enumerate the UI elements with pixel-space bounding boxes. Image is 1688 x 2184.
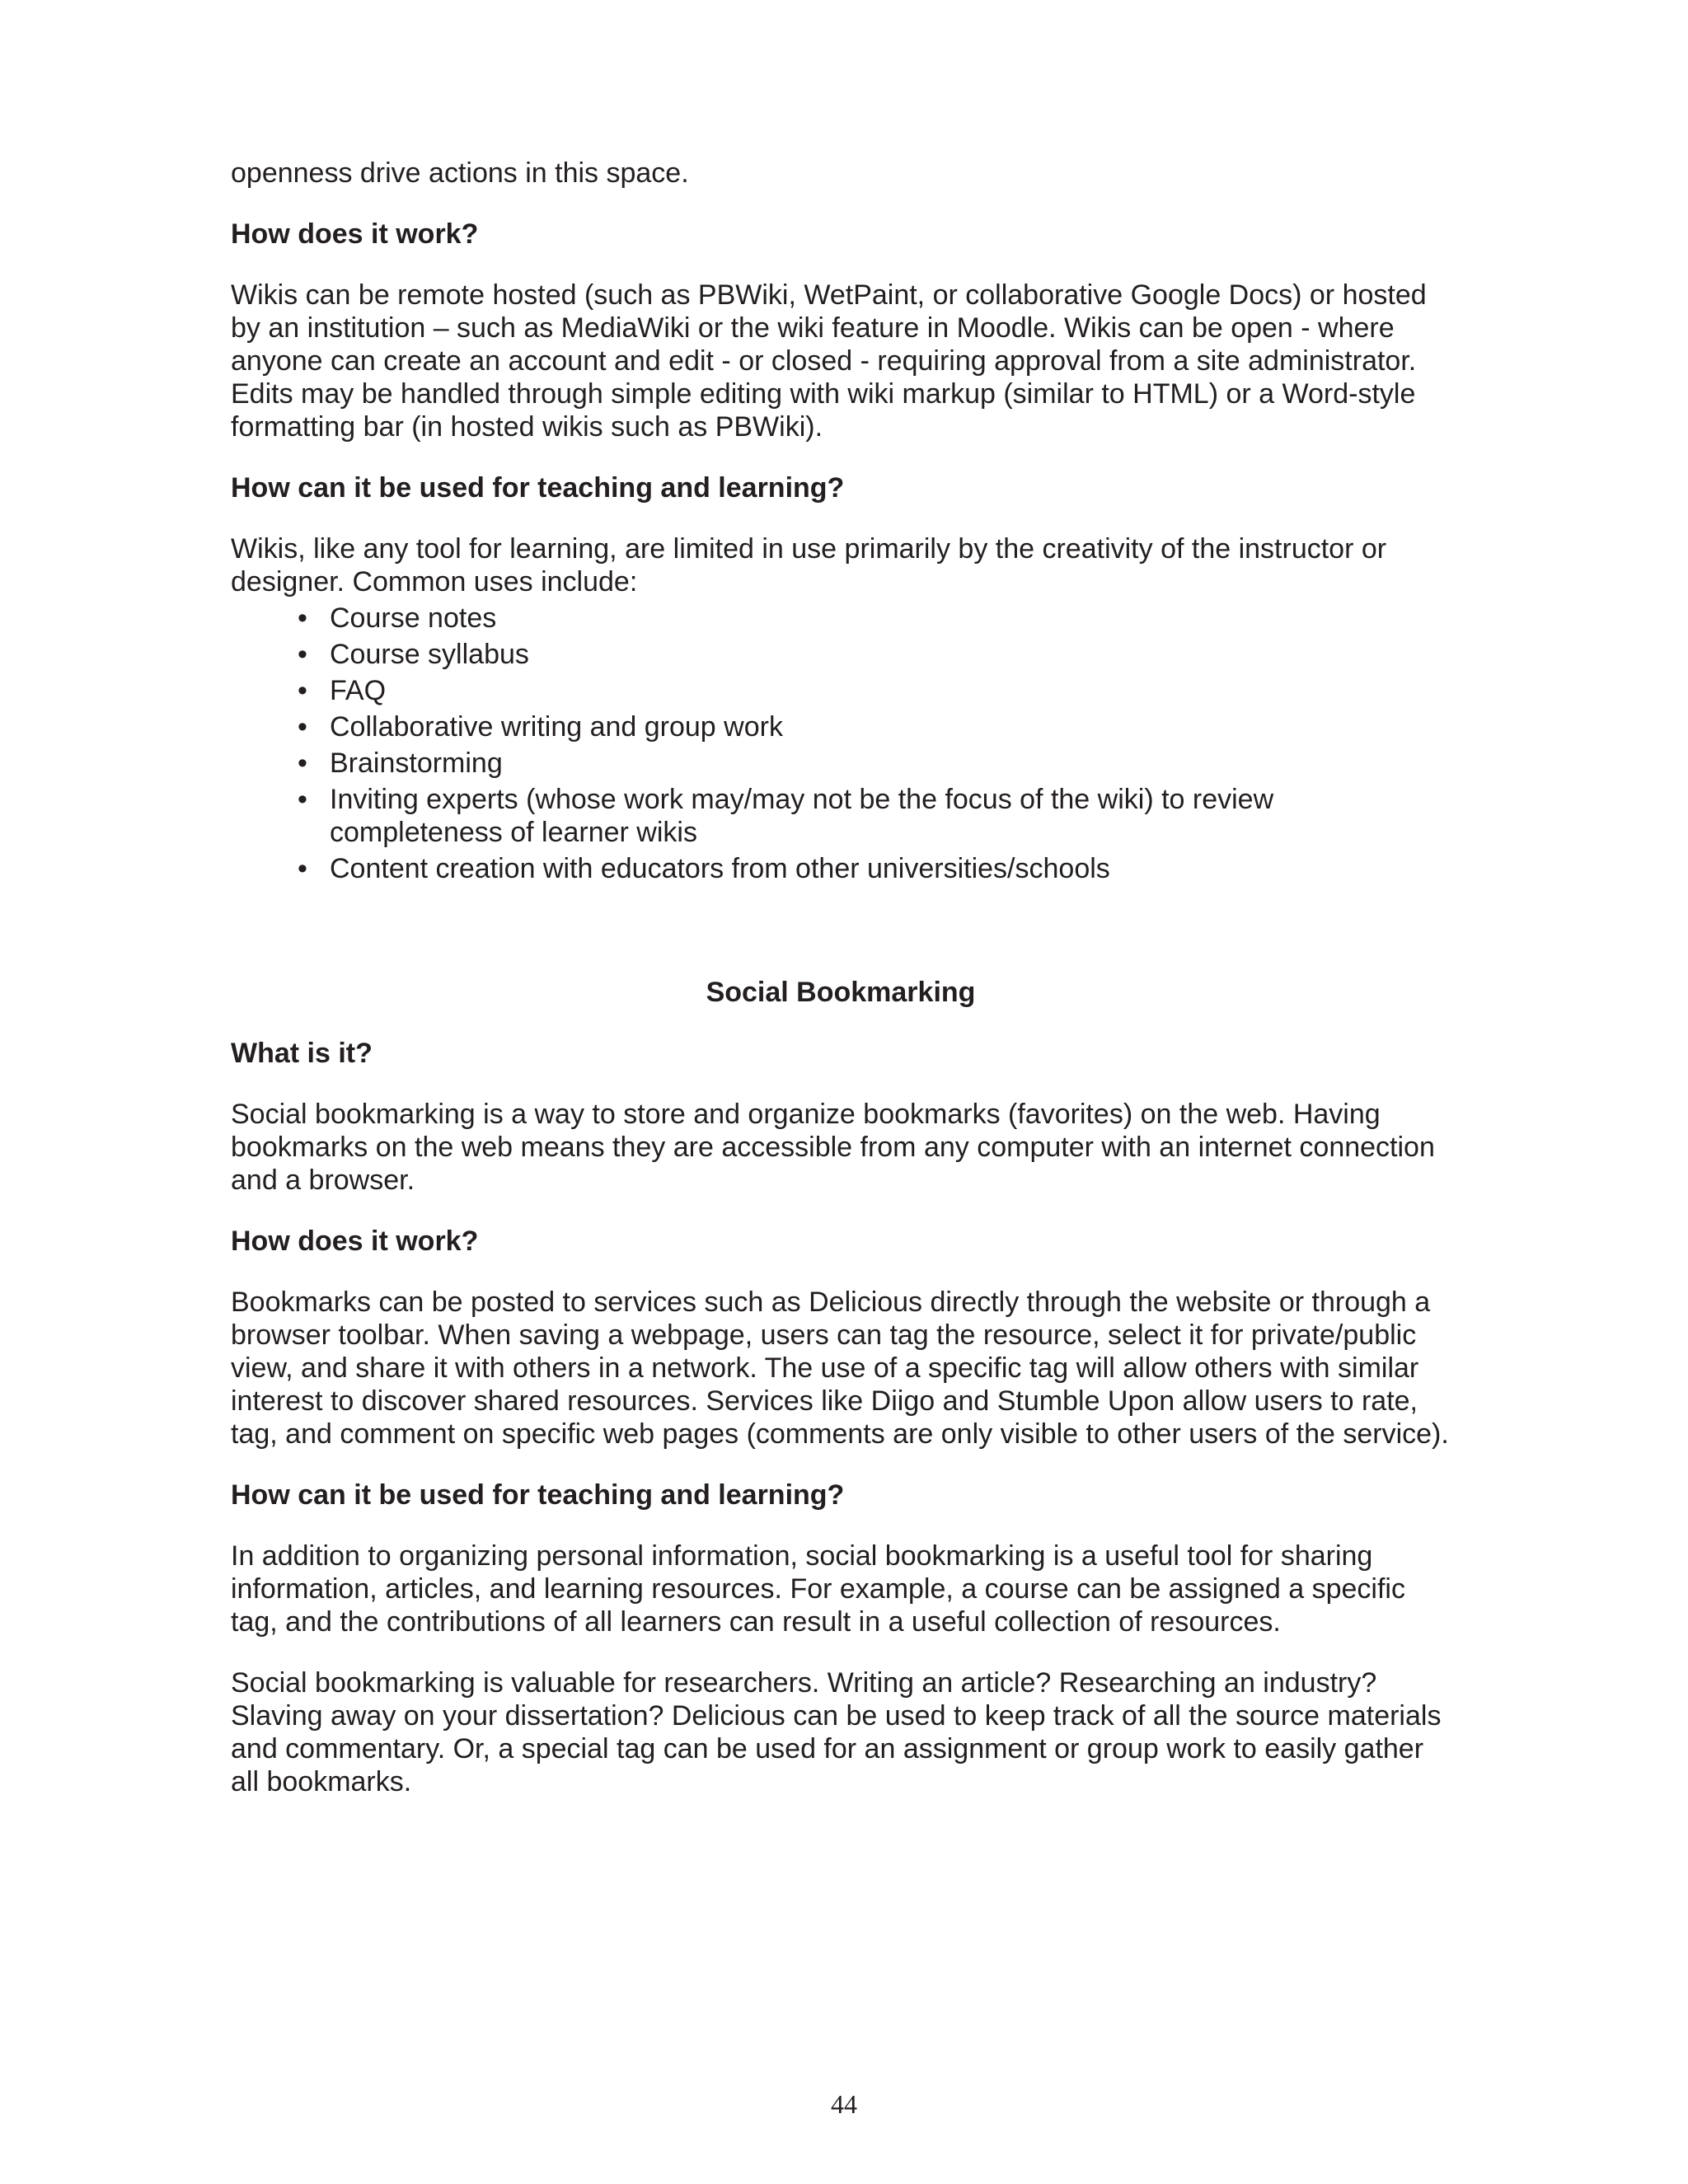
wiki-uses-list bbox=[231, 602, 1451, 885]
list-item: • Brainstorming bbox=[330, 747, 1451, 780]
list-item: • Inviting experts (whose work may/may not be the focus of the wiki) to review completeness of learner wikis bbox=[330, 783, 1451, 849]
bookmarking-teach-text-2: Social bookmarking is valuable for researchers. Writing an article? Researching an industry? Slaving away on your dissertation? Delicious can be used to keep track of all the source materials and commentary. Or, a special tag can be used for an assignment or group work to easily gather all bookmarks. bbox=[231, 1667, 1442, 1797]
wiki-teach-intro: Wikis, like any tool for learning, are limited in use primarily by the creativity of the instructor or designer. Common uses include: bbox=[231, 533, 1387, 598]
bookmarking-what-text: Social bookmarking is a way to store and organize bookmarks (favorites) on the web. Having bookmarks on the web means they are accessible from any computer with an internet connection and a browser. bbox=[231, 1099, 1435, 1196]
wiki-continuation-text: openness drive actions in this space. bbox=[231, 157, 689, 189]
page-number: 44 bbox=[831, 2089, 857, 2119]
wiki-teach-heading: How can it be used for teaching and learning? bbox=[231, 472, 845, 504]
bookmarking-teach-heading: How can it be used for teaching and learning? bbox=[231, 1479, 845, 1511]
list-item: • FAQ bbox=[330, 674, 1451, 707]
list-item: • Collaborative writing and group work bbox=[330, 710, 1451, 743]
bookmarking-teach-text-1: In addition to organizing personal information, social bookmarking is a useful tool for sharing information, articles, and learning resources. For example, a course can be assigned a specific tag, and the contributions of all learners can result in a useful collection of resources. bbox=[231, 1540, 1405, 1638]
bookmarking-how-heading: How does it work? bbox=[231, 1226, 479, 1257]
list-item: • Content creation with educators from other universities/schools bbox=[330, 852, 1451, 885]
bookmarking-how-text: Bookmarks can be posted to services such as Delicious directly through the website or through a browser toolbar. When saving a webpage, users can tag the resource, select it for private/public view, and share it with others in a network. The use of a specific tag will allow others with similar interest to discover shared resources. Services like Diigo and Stumble Upon allow users to rate, tag, and comment on specific web pages (comments are only visible to other users of the service). bbox=[231, 1286, 1449, 1450]
bookmarking-what-heading: What is it? bbox=[231, 1038, 373, 1069]
wiki-how-text: Wikis can be remote hosted (such as PBWiki, WetPaint, or collaborative Google Docs) or hosted by an institution – such as MediaWiki or the wiki feature in Moodle. Wikis can be open - where anyone can create an account and edit - or closed - requiring approval from a site administrator. Edits may be handled through simple editing with wiki markup (similar to HTML) or a Word-style formatting bar (in hosted wikis such as PBWiki). bbox=[231, 279, 1427, 443]
list-item: • Course notes bbox=[330, 602, 1451, 635]
wiki-how-heading: How does it work? bbox=[231, 218, 479, 250]
document-page bbox=[231, 157, 1451, 1826]
list-item: • Course syllabus bbox=[330, 638, 1451, 671]
section-title: Social Bookmarking bbox=[706, 977, 976, 1008]
